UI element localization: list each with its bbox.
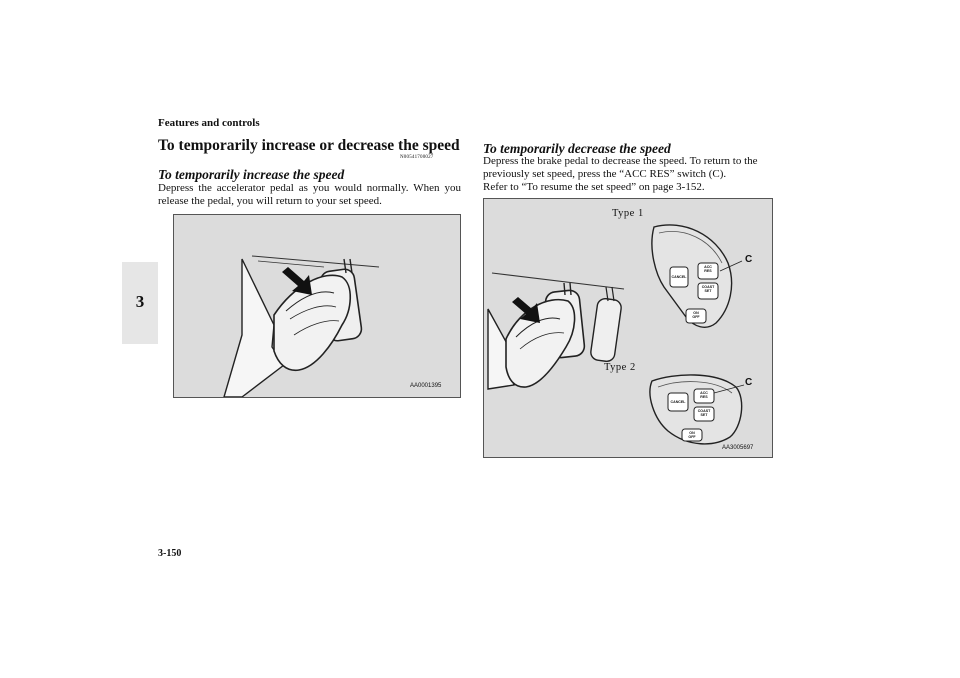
page-number: 3-150 [158,548,182,559]
acc-res-button-type-2 [694,391,714,399]
callout-c-type-1: C [745,254,753,265]
on-off-button-type-2 [682,431,702,439]
paragraph-decrease-line-3: Refer to “To resume the set speed” on page 3-152. [483,181,705,193]
brake-pedal-and-switch-illustration [484,199,772,457]
running-header: Features and controls [158,117,260,129]
paragraph-decrease-line-2: previously set speed, press the “ACC RES” switch (C). [483,168,727,180]
coast-set-button-type-2 [694,409,714,417]
chapter-number: 3 [135,292,145,311]
coast-label: COAST [701,285,715,289]
subheading-decrease: To temporarily decrease the speed [483,141,671,156]
type-2-label: Type 2 [604,362,636,373]
set-label: SET [700,413,708,417]
cancel-button-type-2: CANCEL [670,400,686,404]
set-label: SET [704,289,712,293]
callout-c-type-2: C [745,377,753,388]
chapter-tab [122,262,158,344]
paragraph-increase: Depress the accelerator pedal as you would normally. When you release the pedal, you will return to your set speed. [158,182,461,207]
coast-label: COAST [697,409,711,413]
acc-res-button-type-1 [698,265,718,273]
subheading-increase: To temporarily increase the speed [158,167,345,182]
off-label: OFF [688,435,696,439]
res-label: RES [704,269,712,273]
type-1-label: Type 1 [612,208,644,219]
acc-label: ACC [700,391,708,395]
figure-brake-and-switch [483,198,773,458]
cancel-button-type-1: CANCEL [671,275,687,279]
paragraph-decrease [483,155,803,194]
res-label: RES [700,395,708,399]
on-label: ON [689,431,695,435]
section-code: N00541700027 [400,155,434,160]
figure-accelerator-pedal [173,214,461,398]
section-title: To temporarily increase or decrease the speed [158,137,460,154]
on-off-button-type-1 [686,311,706,319]
accelerator-pedal-illustration [174,215,460,397]
figure-code-right: AA3005697 [722,445,754,451]
on-label: ON [693,311,699,315]
off-label: OFF [692,315,700,319]
coast-set-button-type-1 [698,285,718,293]
figure-code-left: AA0001395 [410,383,442,389]
paragraph-decrease-line-1: Depress the brake pedal to decrease the speed. To return to the [483,155,758,167]
acc-label: ACC [704,265,712,269]
